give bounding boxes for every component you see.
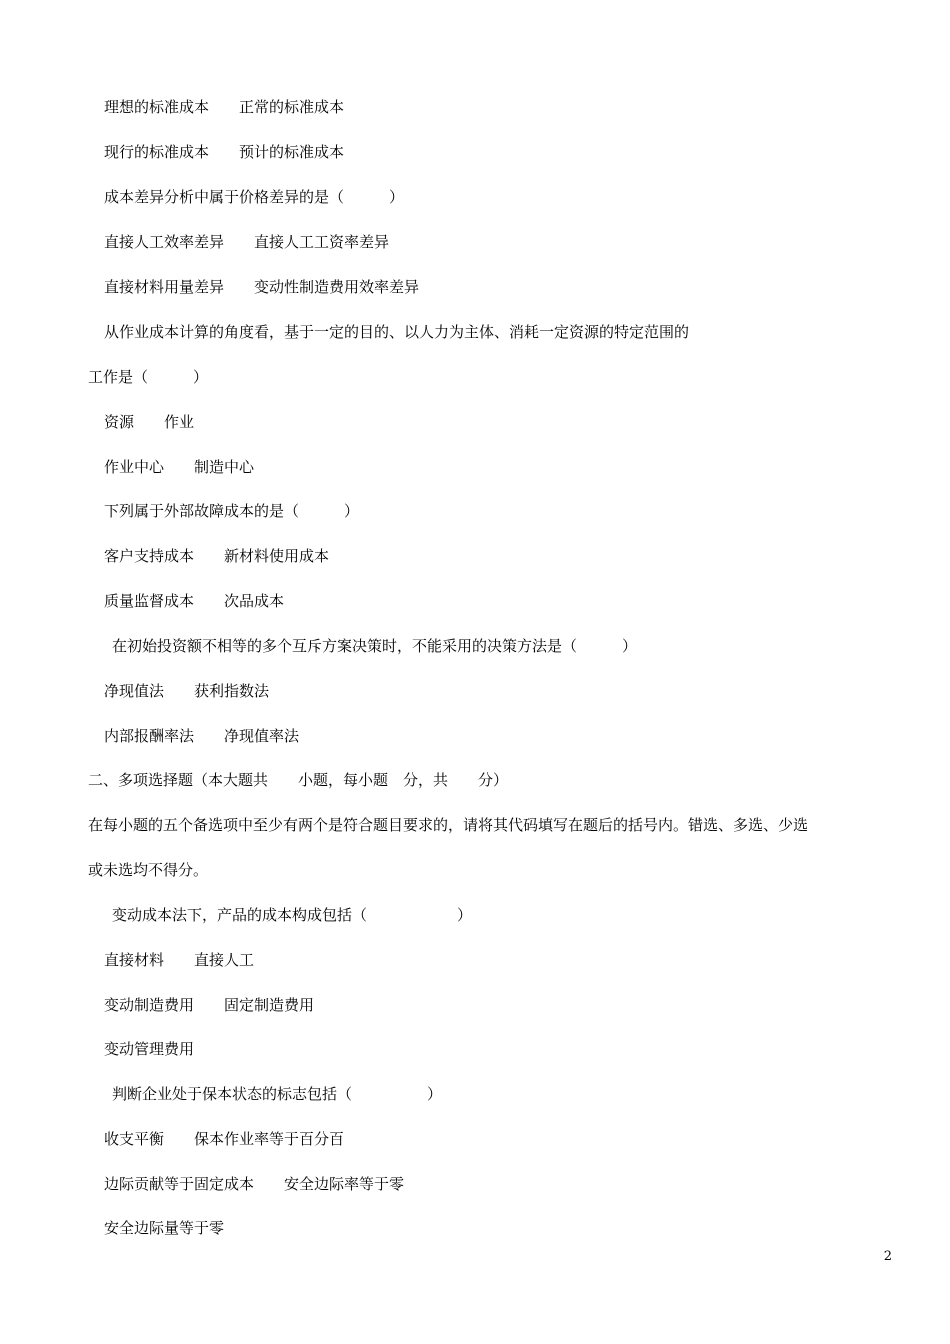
option-line: 直接材料 直接人工	[104, 951, 255, 969]
page-number: 2	[883, 1249, 892, 1264]
question-line: 变动成本法下，产品的成本构成包括（ ）	[112, 906, 473, 924]
option-line: 安全边际量等于零	[104, 1219, 225, 1237]
option-line: 内部报酬率法 净现值率法	[104, 727, 300, 745]
option-line: 收支平衡 保本作业率等于百分百	[104, 1130, 345, 1148]
option-line: 直接人工效率差异 直接人工工资率差异	[104, 233, 390, 251]
question-line: 下列属于外部故障成本的是（ ）	[104, 502, 360, 520]
question-line: 在初始投资额不相等的多个互斥方案决策时，不能采用的决策方法是（ ）	[112, 637, 638, 655]
option-line: 现行的标准成本 预计的标准成本	[104, 143, 345, 161]
option-line: 边际贡献等于固定成本 安全边际率等于零	[104, 1175, 405, 1193]
option-line: 净现值法 获利指数法	[104, 682, 270, 700]
option-line: 客户支持成本 新材料使用成本	[104, 547, 330, 565]
option-line: 变动制造费用 固定制造费用	[104, 996, 315, 1014]
question-line-continued: 工作是（ ）	[88, 368, 209, 386]
option-line: 理想的标准成本 正常的标准成本	[104, 98, 345, 116]
question-line: 成本差异分析中属于价格差异的是（ ）	[104, 188, 405, 206]
instruction-line: 在每小题的五个备选项中至少有两个是符合题目要求的，请将其代码填写在题后的括号内。错选、多选、少选	[88, 816, 809, 834]
option-line: 作业中心 制造中心	[104, 458, 255, 476]
option-line: 质量监督成本 次品成本	[104, 592, 285, 610]
section-heading: 二、多项选择题（本大题共 小题，每小题 分，共 分）	[88, 771, 509, 789]
option-line: 资源 作业	[104, 413, 195, 431]
question-line: 从作业成本计算的角度看，基于一定的目的、以人力为主体、消耗一定资源的特定范围的	[104, 323, 690, 341]
instruction-line-continued: 或未选均不得分。	[88, 861, 209, 879]
option-line: 直接材料用量差异 变动性制造费用效率差异	[104, 278, 420, 296]
option-line: 变动管理费用	[104, 1040, 195, 1058]
question-line: 判断企业处于保本状态的标志包括（ ）	[112, 1085, 443, 1103]
